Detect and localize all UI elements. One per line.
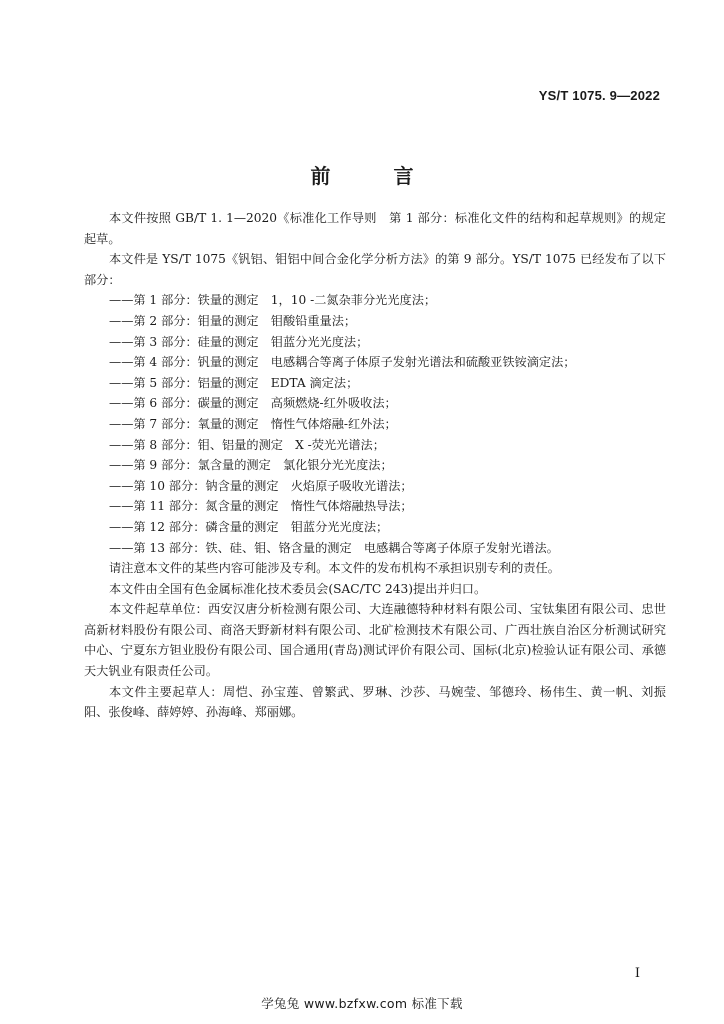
list-item: ——第 13 部分：铁、硅、钼、铬含量的测定 电感耦合等离子体原子发射光谱法。 — [109, 540, 559, 555]
patent-notice-paragraph: 请注意本文件的某些内容可能涉及专利。本文件的发布机构不承担识别专利的责任。 — [109, 561, 560, 576]
drafting-units-paragraph: 本文件起草单位：西安汉唐分析检测有限公司、大连融德特种材料有限公司、宝钛集团有限公司、忠世高新材料股份有限公司、商洛天野新材料有限公司、北矿检测技术有限公司、广西壮族自治区分析测试研究中心、宁夏东方钽业股份有限公司、国合通用(青岛)测试评价有限公司、国标(北京)检验认证有限公司、承德天大钒业有限责任公司。 — [84, 602, 666, 679]
drafters-paragraph: 本文件主要起草人：周恺、孙宝莲、曾繁武、罗琳、沙莎、马婉莹、邹德玲、杨伟生、黄一帆、刘振阳、张俊峰、薛婷婷、孙海峰、郑丽娜。 — [84, 684, 666, 720]
standard-code: YS/T 1075. 9—2022 — [538, 88, 660, 103]
drafting-rule-paragraph: 本文件按照 GB/T 1. 1—2020《标准化工作导则 第 1 部分：标准化文件的结构和起草规则》的规定起草。 — [84, 211, 666, 246]
list-item: ——第 2 部分：钼量的测定 钼酸铅重量法； — [109, 313, 357, 328]
list-item: ——第 10 部分：钠含量的测定 火焰原子吸收光谱法； — [109, 478, 413, 493]
list-item: ——第 8 部分：钼、铝量的测定 X -荧光光谱法； — [109, 437, 385, 452]
page-title: 前 言 — [310, 164, 442, 189]
series-intro-paragraph: 本文件是 YS/T 1075《钒铝、钼铝中间合金化学分析方法》的第 9 部分。YS/T 1075 已经发布了以下部分： — [84, 252, 666, 287]
footer-watermark: 学兔兔 www.bzfxw.com 标准下载 — [261, 996, 463, 1011]
list-item: ——第 9 部分：氯含量的测定 氯化银分光光度法； — [109, 458, 393, 473]
list-item: ——第 11 部分：氮含量的测定 惰性气体熔融热导法； — [109, 499, 413, 514]
list-item: ——第 12 部分：磷含量的测定 钼蓝分光光度法； — [109, 519, 389, 534]
list-item: ——第 1 部分：铁量的测定 1，10 -二氮杂菲分光光度法； — [109, 293, 437, 308]
list-item: ——第 6 部分：碳量的测定 高频燃烧-红外吸收法； — [109, 396, 397, 411]
page-number: I — [634, 966, 640, 981]
preface-body — [84, 208, 666, 723]
list-item: ——第 3 部分：硅量的测定 钼蓝分光光度法； — [109, 334, 369, 349]
proposed-by-paragraph: 本文件由全国有色金属标准化技术委员会(SAC/TC 243)提出并归口。 — [109, 581, 487, 596]
list-item: ——第 5 部分：铝量的测定 EDTA 滴定法； — [109, 375, 359, 390]
list-item: ——第 7 部分：氧量的测定 惰性气体熔融-红外法； — [109, 416, 397, 431]
list-item: ——第 4 部分：钒量的测定 电感耦合等离子体原子发射光谱法和硫酸亚铁铵滴定法； — [109, 355, 576, 370]
parts-list — [84, 290, 666, 558]
